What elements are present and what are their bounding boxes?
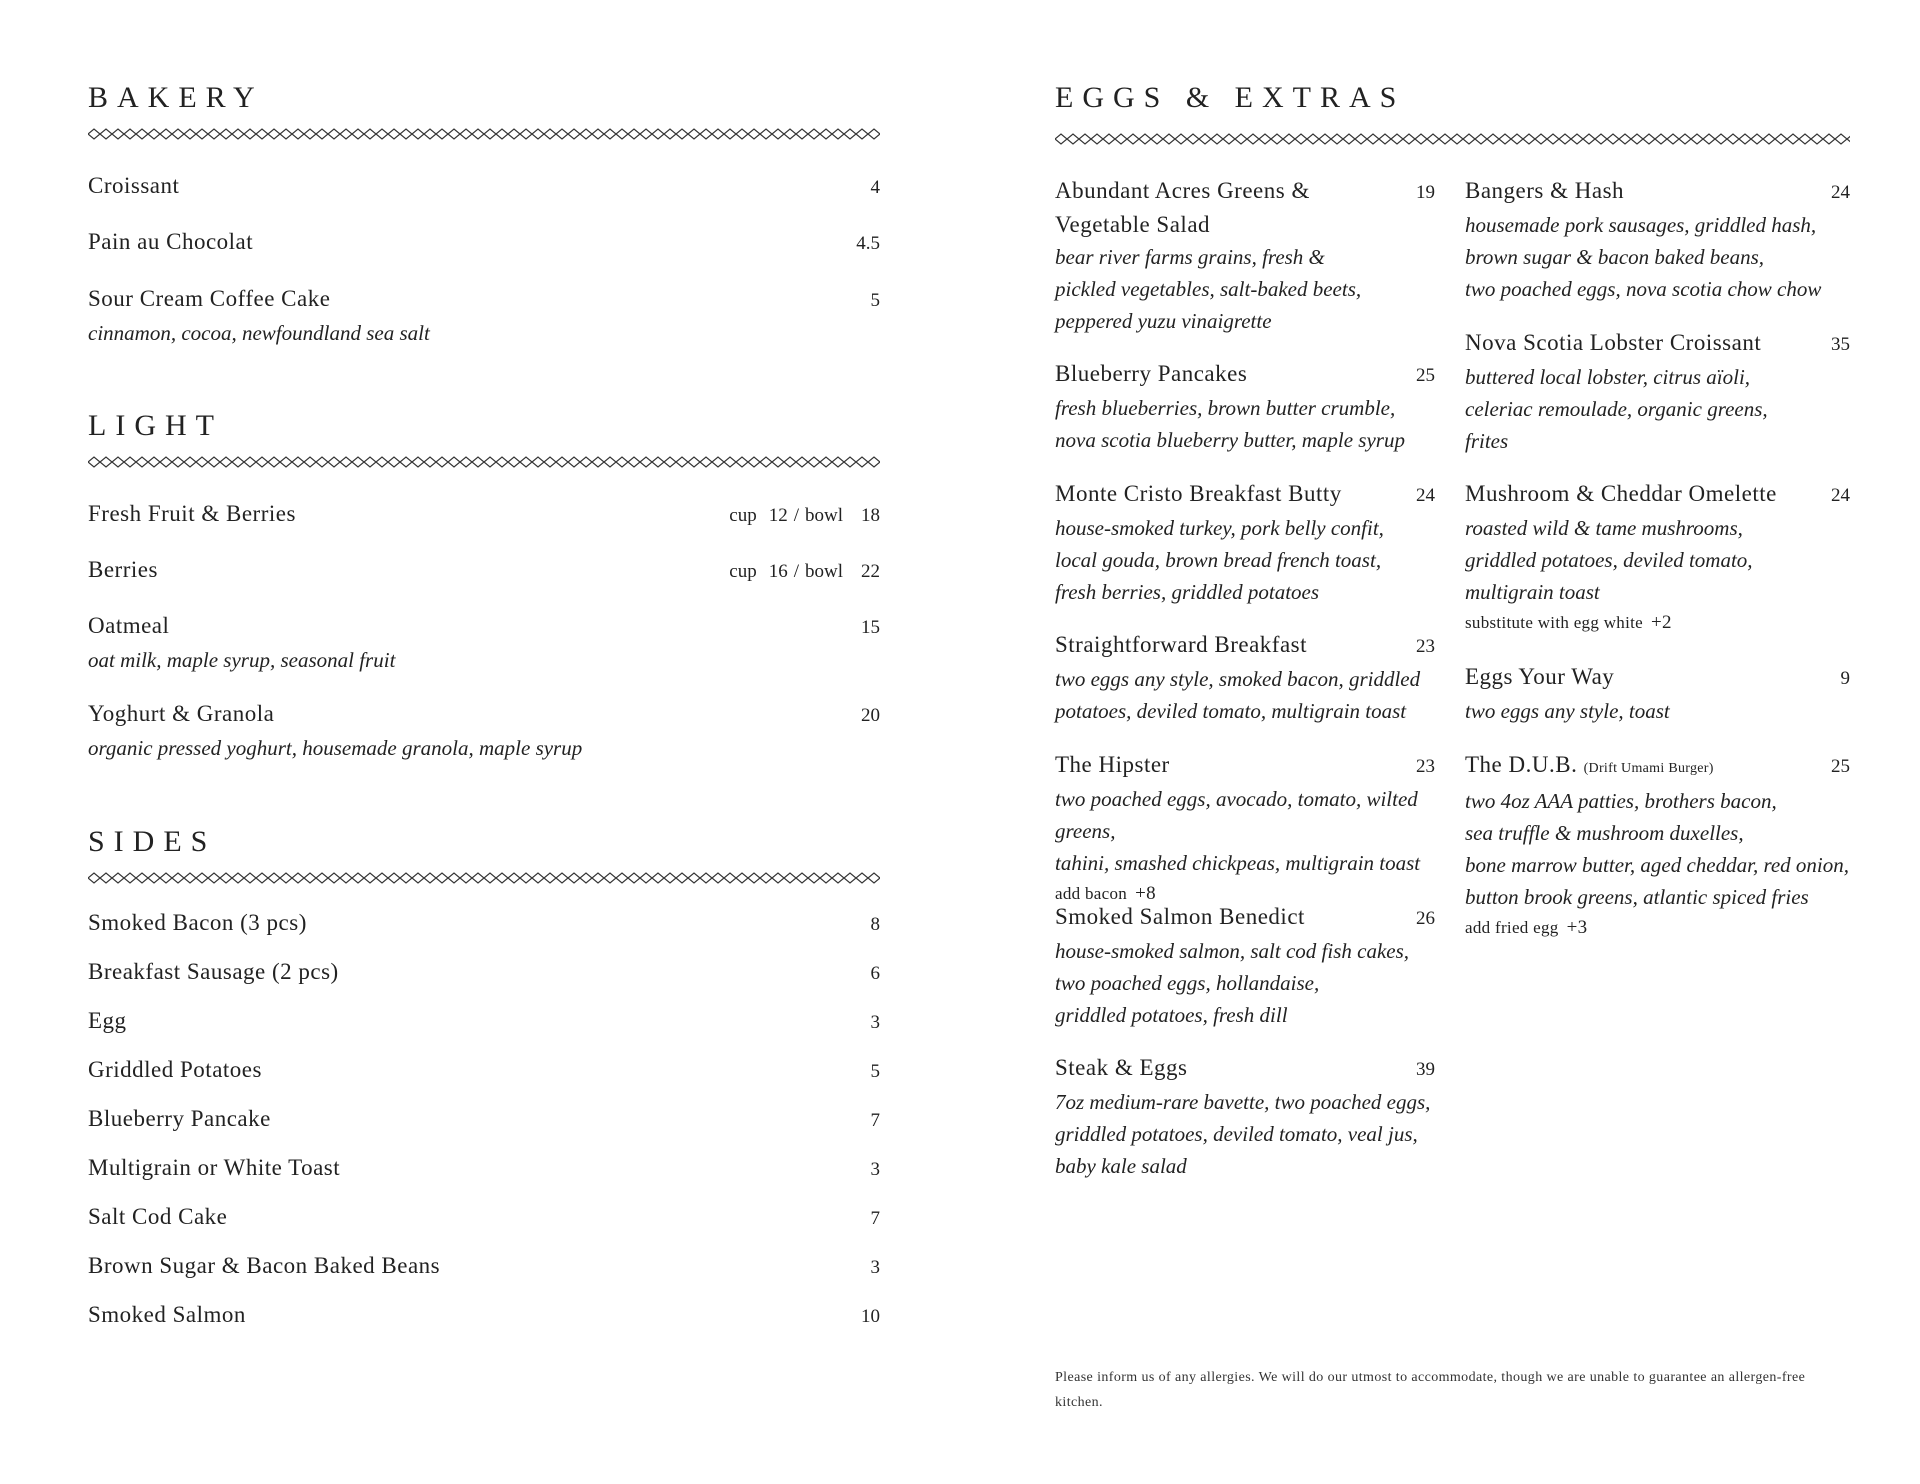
item-price: 39 <box>1416 1059 1435 1080</box>
menu-item <box>1055 175 1435 337</box>
item-price: 19 <box>1416 182 1435 203</box>
item-description: griddled potatoes, deviled tomato, <box>1465 548 1753 572</box>
item-name: Egg <box>88 1008 127 1033</box>
item-price: 35 <box>1831 334 1850 355</box>
item-price: 4.5 <box>856 233 880 254</box>
item-price: 3 <box>870 1257 880 1278</box>
item-name: Multigrain or White Toast <box>88 1155 341 1180</box>
item-description: organic pressed yoghurt, housemade granola, maple syrup <box>88 736 583 760</box>
menu-item <box>1465 327 1850 457</box>
item-addon: add fried egg +3 <box>1465 917 1588 938</box>
item-name: Blueberry Pancakes <box>1055 361 1248 386</box>
item-name: Nova Scotia Lobster Croissant <box>1465 330 1762 355</box>
item-description: sea truffle & mushroom duxelles, <box>1465 821 1744 845</box>
item-price: 4 <box>870 177 880 198</box>
menu-item <box>88 554 880 588</box>
item-name: The Hipster <box>1055 752 1170 777</box>
item-name: Griddled Potatoes <box>88 1057 262 1082</box>
item-description: peppered yuzu vinaigrette <box>1055 309 1272 333</box>
item-description: housemade pork sausages, griddled hash, <box>1465 213 1817 237</box>
eggs-extras-divider <box>1055 133 1850 145</box>
item-name: Straightforward Breakfast <box>1055 632 1308 657</box>
menu-item <box>88 226 880 260</box>
item-description: button brook greens, atlantic spiced fries <box>1465 885 1809 909</box>
item-price: 5 <box>870 290 880 311</box>
menu-item <box>88 698 880 764</box>
menu-item <box>88 956 880 990</box>
item-price: 23 <box>1416 756 1435 777</box>
item-name: Brown Sugar & Bacon Baked Beans <box>88 1253 441 1278</box>
item-name: Sour Cream Coffee Cake <box>88 286 331 311</box>
item-price: 8 <box>870 914 880 935</box>
item-name: Smoked Salmon Benedict <box>1055 904 1305 929</box>
item-price: 6 <box>870 963 880 984</box>
item-price: 7 <box>870 1208 880 1229</box>
item-price: 24 <box>1831 182 1850 203</box>
item-name: Mushroom & Cheddar Omelette <box>1465 481 1777 506</box>
item-name: Abundant Acres Greens & <box>1055 178 1310 203</box>
menu-item <box>1465 175 1850 305</box>
item-description: griddled potatoes, deviled tomato, veal jus, <box>1055 1122 1418 1146</box>
menu-item <box>88 170 880 204</box>
item-name: Eggs Your Way <box>1465 664 1615 689</box>
cup-bowl-price: cup 16 / bowl 22 <box>729 561 880 582</box>
item-description: fresh blueberries, brown butter crumble, <box>1055 396 1396 420</box>
item-price: 7 <box>870 1110 880 1131</box>
item-description: bear river farms grains, fresh & <box>1055 245 1325 269</box>
item-description: two poached eggs, nova scotia chow chow <box>1465 277 1822 301</box>
menu-item <box>88 1250 880 1284</box>
light-title: LIGHT <box>88 409 223 442</box>
item-price: 25 <box>1831 756 1850 777</box>
item-name: Smoked Bacon (3 pcs) <box>88 910 307 935</box>
item-description: two poached eggs, hollandaise, <box>1055 971 1320 995</box>
item-description: nova scotia blueberry butter, maple syrup <box>1055 428 1405 452</box>
item-name: Breakfast Sausage (2 pcs) <box>88 959 339 984</box>
item-description: frites <box>1465 429 1509 453</box>
menu-item <box>1055 629 1435 727</box>
item-description: local gouda, brown bread french toast, <box>1055 548 1382 572</box>
item-description: potatoes, deviled tomato, multigrain toast <box>1055 699 1407 723</box>
item-name: Oatmeal <box>88 613 170 638</box>
item-name: Monte Cristo Breakfast Butty <box>1055 481 1342 506</box>
bakery-title: BAKERY <box>88 81 264 114</box>
menu-item <box>1465 661 1850 727</box>
menu-item <box>88 1103 880 1137</box>
item-price: 10 <box>861 1306 880 1327</box>
menu-item <box>1465 749 1850 943</box>
item-name: Salt Cod Cake <box>88 1204 228 1229</box>
item-name-line2: Vegetable Salad <box>1055 212 1211 237</box>
item-price: 15 <box>861 617 880 638</box>
item-price: 23 <box>1416 636 1435 657</box>
allergy-note: Please inform us of any allergies. We will do our utmost to accommodate, though we are unable to guarantee an allergen-free kitchen. <box>1055 1370 1806 1410</box>
sides-title: SIDES <box>88 825 217 858</box>
item-description: pickled vegetables, salt-baked beets, <box>1055 277 1362 301</box>
item-description: house-smoked salmon, salt cod fish cakes, <box>1055 939 1410 963</box>
item-description: buttered local lobster, citrus aïoli, <box>1465 365 1751 389</box>
item-name-note: (Drift Umami Burger) <box>1583 761 1714 776</box>
item-description: roasted wild & tame mushrooms, <box>1465 516 1743 540</box>
menu-item <box>1055 1052 1435 1182</box>
item-name: Yoghurt & Granola <box>88 701 275 726</box>
menu-item <box>88 1201 880 1235</box>
menu-item <box>1055 358 1435 456</box>
item-price: 20 <box>861 705 880 726</box>
light-divider <box>88 456 880 468</box>
menu-item <box>1465 478 1850 638</box>
item-name: Croissant <box>88 173 180 198</box>
item-name: Bangers & Hash <box>1465 178 1625 203</box>
item-name: Blueberry Pancake <box>88 1106 271 1131</box>
item-price: 3 <box>870 1159 880 1180</box>
menu-item <box>1055 478 1435 608</box>
item-description: house-smoked turkey, pork belly confit, <box>1055 516 1384 540</box>
item-description: fresh berries, griddled potatoes <box>1055 580 1320 604</box>
item-description: multigrain toast <box>1465 580 1600 604</box>
item-name: The D.U.B. (Drift Umami Burger) <box>1465 752 1714 777</box>
item-addon: add bacon +8 <box>1055 883 1156 904</box>
menu-item <box>1055 901 1435 1031</box>
item-name: Smoked Salmon <box>88 1302 246 1327</box>
menu-item <box>88 1299 880 1333</box>
item-name: Fresh Fruit & Berries <box>88 501 296 526</box>
eggs-extras-title: EGGS & EXTRAS <box>1055 81 1406 114</box>
item-price: 24 <box>1416 485 1435 506</box>
item-description: baby kale salad <box>1055 1154 1187 1178</box>
item-description: celeriac remoulade, organic greens, <box>1465 397 1768 421</box>
item-price: 26 <box>1416 908 1435 929</box>
item-name: Pain au Chocolat <box>88 229 254 254</box>
item-price: 9 <box>1840 668 1850 689</box>
menu-item <box>88 1054 880 1088</box>
item-description: tahini, smashed chickpeas, multigrain toast <box>1055 851 1421 875</box>
menu-item <box>88 1152 880 1186</box>
menu-item <box>88 283 880 349</box>
item-name: Berries <box>88 557 158 582</box>
menu-item <box>88 907 880 941</box>
item-description: cinnamon, cocoa, newfoundland sea salt <box>88 321 430 345</box>
item-description: oat milk, maple syrup, seasonal fruit <box>88 648 396 672</box>
item-description: griddled potatoes, fresh dill <box>1055 1003 1288 1027</box>
item-description: brown sugar & bacon baked beans, <box>1465 245 1765 269</box>
item-description: 7oz medium-rare bavette, two poached eggs, <box>1055 1090 1431 1114</box>
item-price: 25 <box>1416 365 1435 386</box>
item-addon: substitute with egg white +2 <box>1465 612 1672 633</box>
item-description: two 4oz AAA patties, brothers bacon, <box>1465 789 1777 813</box>
item-description: bone marrow butter, aged cheddar, red onion, <box>1465 853 1849 877</box>
item-name: Steak & Eggs <box>1055 1055 1188 1080</box>
item-description: two eggs any style, toast <box>1465 699 1670 723</box>
sides-divider <box>88 872 880 884</box>
cup-bowl-price: cup 12 / bowl 18 <box>729 505 880 526</box>
bakery-divider <box>88 128 880 140</box>
menu-item <box>88 1005 880 1039</box>
item-price: 3 <box>870 1012 880 1033</box>
menu-item <box>88 610 880 676</box>
item-description: two eggs any style, smoked bacon, griddled <box>1055 667 1421 691</box>
menu-item <box>88 498 880 532</box>
item-price: 24 <box>1831 485 1850 506</box>
item-price: 5 <box>870 1061 880 1082</box>
menu-item <box>1055 749 1435 909</box>
item-description: two poached eggs, avocado, tomato, wilted greens, <box>1055 787 1418 843</box>
